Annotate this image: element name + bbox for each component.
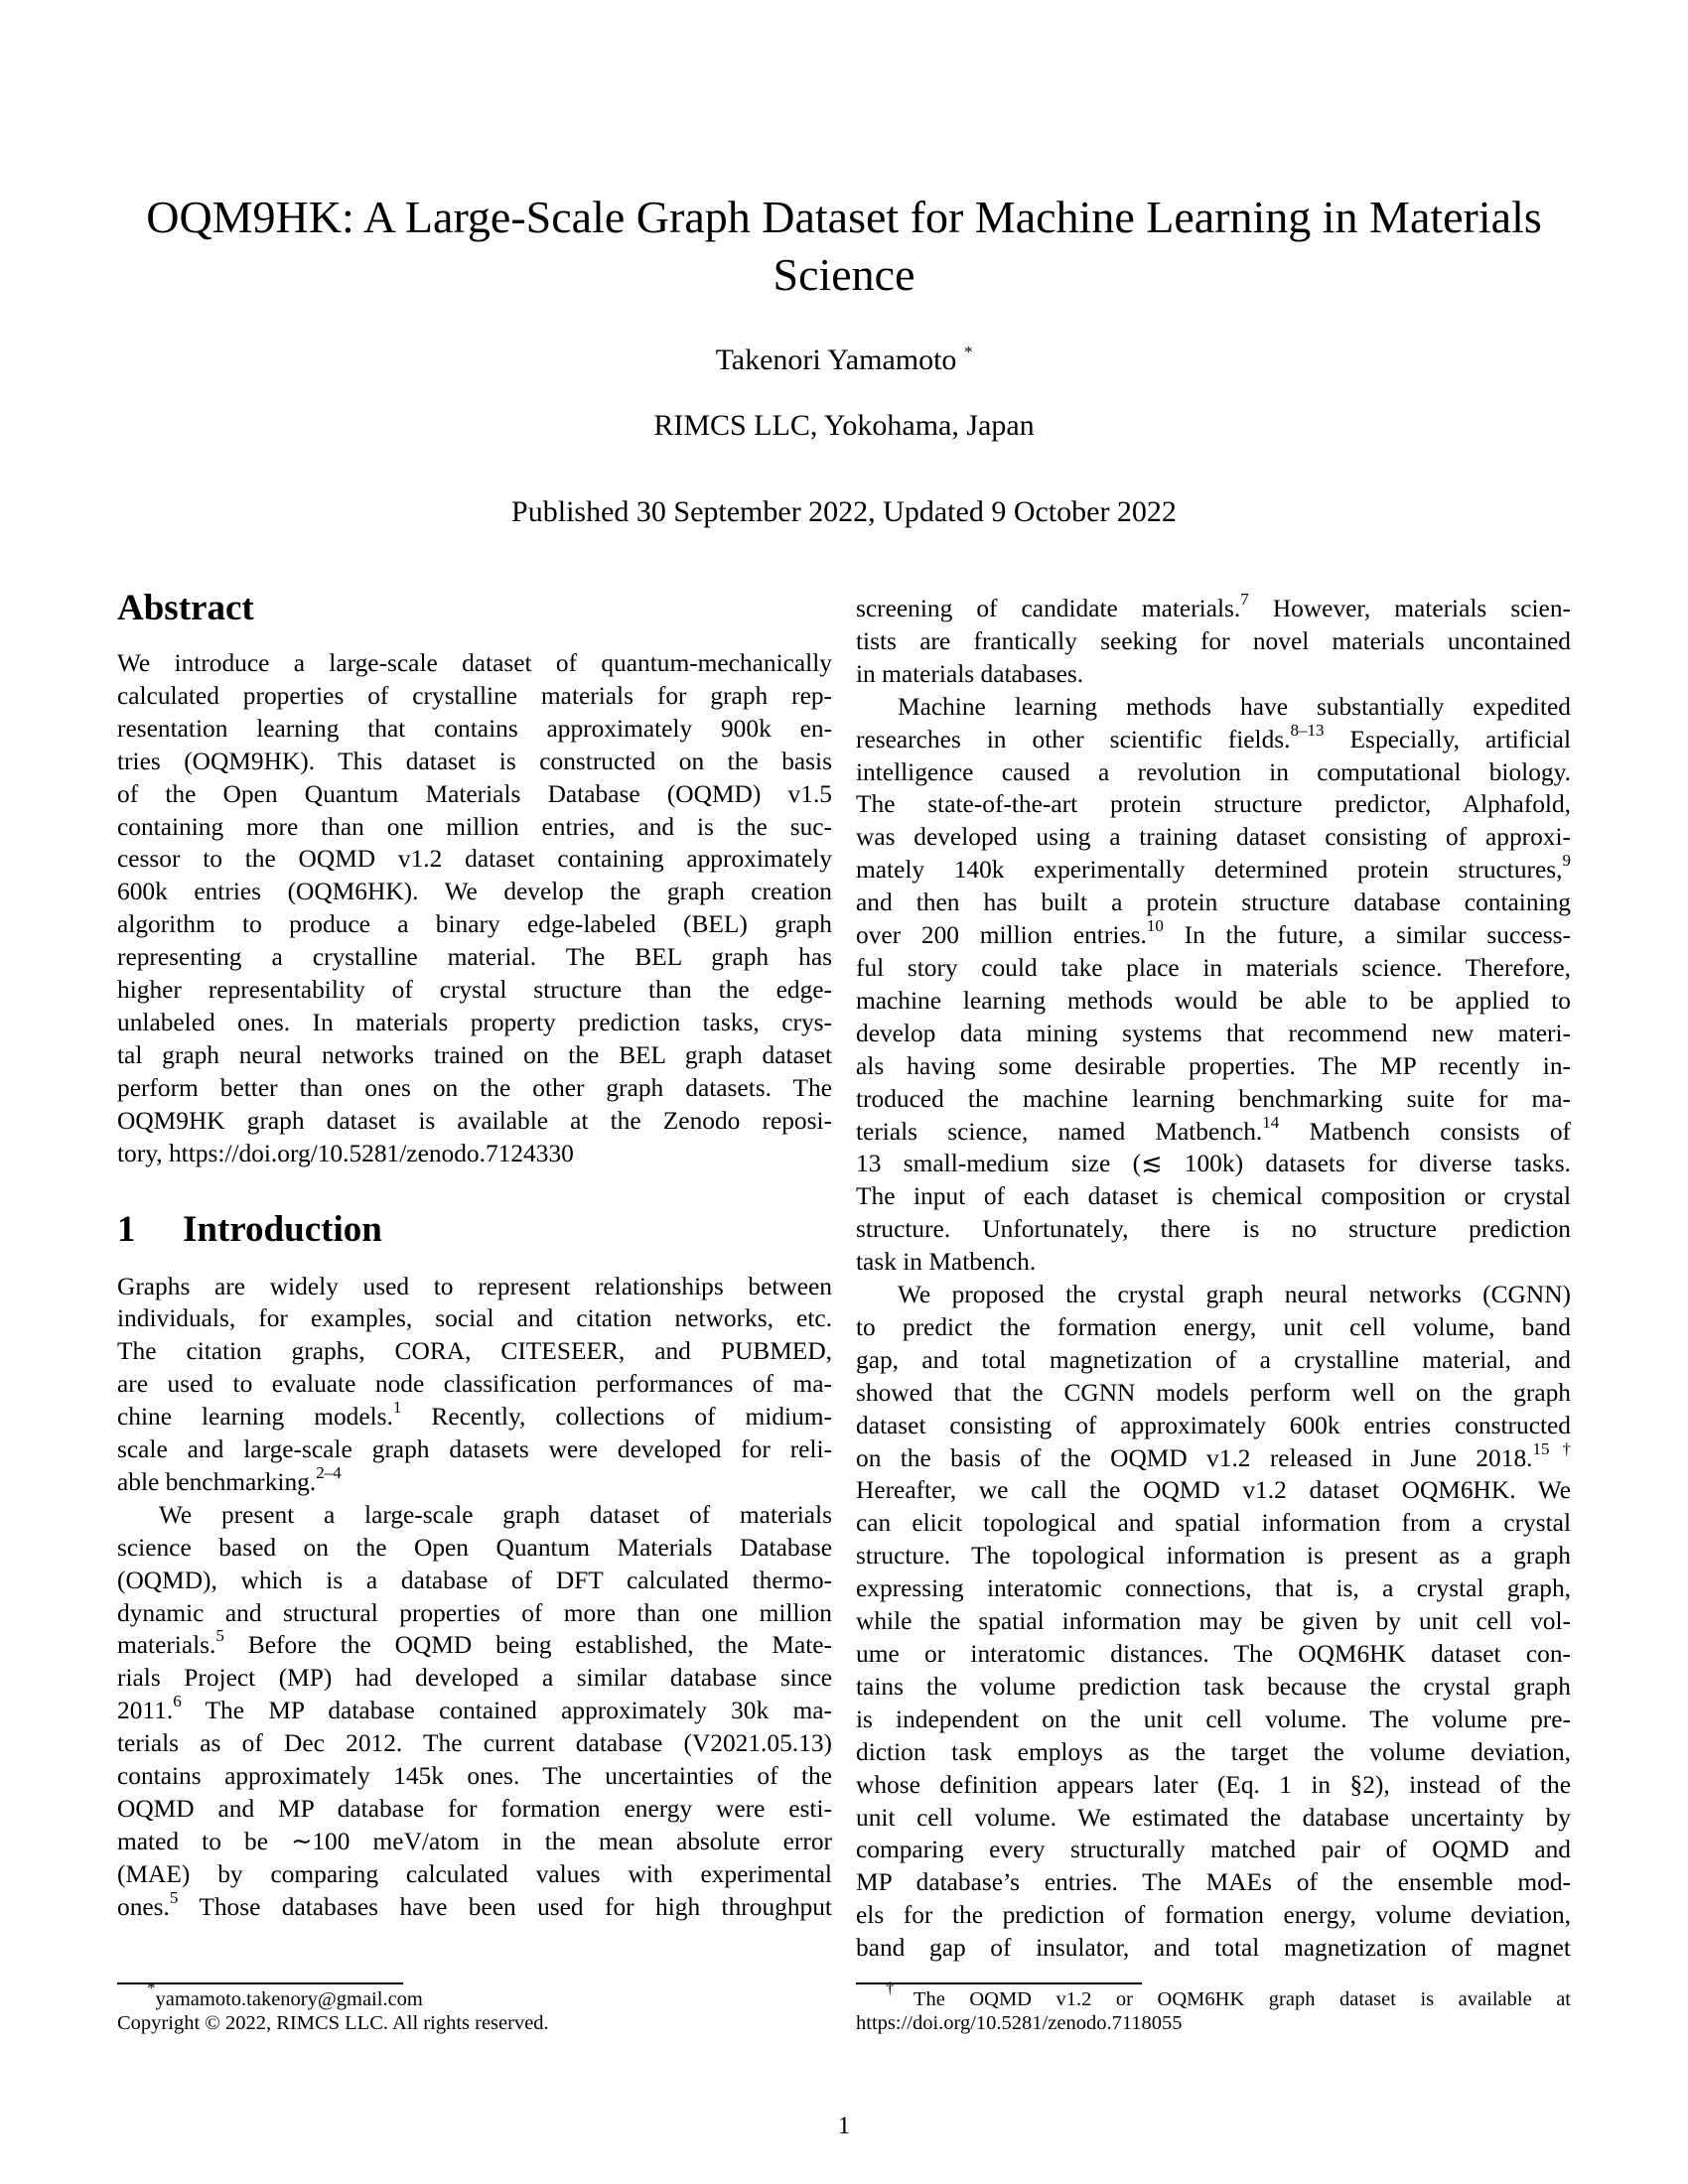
text-line: task in Matbench. — [856, 1248, 1037, 1277]
citation-superscript[interactable]: 5 — [215, 1626, 224, 1646]
text-line: machine learning methods would be able to be applied to — [856, 986, 1571, 1015]
text-line: terials science, named Matbench.$^{14}$ Matbench consists of — [856, 1112, 1571, 1146]
abstract-line: tory, https://doi.org/10.5281/zenodo.7124330 — [117, 1139, 574, 1167]
title-line-1: OQM9HK: A Large-Scale Graph Dataset for Machine Learning in Materials — [146, 192, 1542, 242]
citation-superscript[interactable]: 7 — [1240, 590, 1249, 609]
text-line: terials as of Dec 2012. The current database (V2021.05.13) — [117, 1729, 832, 1758]
text-line: The citation graphs, CORA, CITESEER, and PUBMED, — [117, 1337, 832, 1366]
text-line: able benchmarking.$^{2-4}$ — [117, 1462, 342, 1496]
text-line: whose definition appears later (Eq. 1 in §2), instead of the — [856, 1770, 1571, 1799]
text-line: tists are frantically seeking for novel materials uncontained — [856, 626, 1571, 655]
abstract-line: higher representability of crystal structure than the edge- — [117, 976, 832, 1005]
text-line: individuals, for examples, social and citation networks, etc. — [117, 1304, 832, 1333]
footnote-left — [117, 1979, 832, 2035]
text-line: Graphs are widely used to represent relationships between — [117, 1272, 832, 1300]
text-line: 13 small-medium size (≲ 100k) datasets for diverse tasks. — [856, 1150, 1571, 1178]
citation-superscript[interactable]: 10 — [1146, 916, 1164, 936]
right-column — [856, 590, 1572, 1965]
text-line: troduced the machine learning benchmarking suite for ma- — [856, 1084, 1571, 1113]
citation-superscript[interactable]: 8–13 — [1290, 720, 1325, 740]
abstract-line: unlabeled ones. In materials property prediction tasks, crys- — [117, 1008, 832, 1036]
affiliation: RIMCS LLC, Yokohama, Japan — [653, 409, 1035, 442]
text-line: while the spatial information may be given by unit cell vol- — [856, 1607, 1571, 1636]
text-line: (MAE) by comparing calculated values with experimental — [117, 1859, 832, 1888]
text-line: The input of each dataset is chemical composition or crystal — [856, 1182, 1571, 1211]
abstract-body — [117, 647, 832, 1170]
abstract-line: calculated properties of crystalline materials for graph rep- — [117, 681, 832, 710]
introduction-left-text — [117, 1271, 832, 1924]
author-line — [0, 343, 1688, 377]
paragraph — [856, 590, 1571, 691]
oqm6hk-doi-link[interactable]: https://doi.org/10.5281/zenodo.7118055 — [856, 2012, 1183, 2034]
text-line: was developed using a training dataset consisting of approxi- — [856, 823, 1571, 852]
title-line-2: Science — [773, 249, 915, 300]
text-line: The state-of-the-art protein structure predictor, Alphafold, — [856, 790, 1571, 819]
author-footnote-mark: * — [963, 342, 973, 361]
publication-dates: Published 30 September 2022, Updated 9 October 2022 — [511, 495, 1177, 528]
paragraph — [856, 1279, 1571, 1965]
text-line: diction task employs as the target the volume deviation, — [856, 1737, 1571, 1766]
text-line: 2011.$^6$ The MP database contained approximately 30k ma- — [117, 1692, 832, 1725]
text-line: gap, and total magnetization of a crystalline material, and — [856, 1345, 1571, 1374]
citation-superscript[interactable]: 6 — [173, 1692, 182, 1711]
abstract-heading: Abstract — [117, 588, 254, 628]
abstract-line: tries (OQM9HK). This dataset is constructed on the basis — [117, 747, 832, 775]
abstract-line: cessor to the OQMD v1.2 dataset containing approximately — [117, 845, 832, 874]
text-line: and then has built a protein structure database containing — [856, 888, 1571, 917]
abstract-line: resentation learning that contains approximately 900k en- — [117, 714, 832, 743]
footnote-dagger-text: †The OQMD v1.2 or OQM6HK graph dataset is available at — [886, 1979, 1572, 2010]
text-line: unit cell volume. We estimated the database uncertainty by — [856, 1803, 1571, 1832]
text-line: in materials databases. — [856, 659, 1084, 688]
paragraph — [117, 1271, 832, 1499]
text-line: ones.$^5$ Those databases have been used for high throughput — [117, 1887, 832, 1921]
abstract-line: 600k entries (OQM6HK). We develop the graph creation — [117, 878, 832, 906]
text-line: tains the volume prediction task because the crystal graph — [856, 1672, 1571, 1701]
text-line: chine learning models.$^1$ Recently, collections of midium- — [117, 1398, 833, 1432]
text-line: materials.$^5$ Before the OQMD being established, the Mate- — [117, 1626, 832, 1660]
text-line: on the basis of the OQMD v1.2 released in June 2018.$^{15\dagger}$ — [856, 1438, 1571, 1472]
text-line: dynamic and structural properties of more than one million — [117, 1598, 832, 1627]
text-line: dataset consisting of approximately 600k entries constructed — [856, 1411, 1571, 1439]
author-email-link[interactable]: yamamoto.takenory@gmail.com — [155, 1988, 423, 2010]
text-line: science based on the Open Quantum Materials Database — [117, 1533, 832, 1562]
citation-superscript[interactable]: 2–4 — [316, 1462, 342, 1482]
section-number: 1 — [117, 1208, 136, 1250]
page-number: 1 — [837, 2113, 851, 2139]
text-line: can elicit topological and spatial information from a crystal — [856, 1509, 1571, 1538]
copyright-notice: Copyright © 2022, RIMCS LLC. All rights reserved. — [117, 2012, 549, 2034]
section-title: Introduction — [183, 1208, 382, 1250]
text-line: screening of candidate materials.$^7$ However, materials scien- — [856, 590, 1571, 622]
footnote-right — [856, 1979, 1572, 2035]
text-line: mated to be ∼100 meV/atom in the mean absolute error — [117, 1827, 832, 1855]
abstract-line: OQM9HK graph dataset is available at the Zenodo reposi- — [117, 1106, 832, 1135]
text-line: contains approximately 145k ones. The uncertainties of the — [117, 1762, 832, 1791]
abstract-line: We introduce a large-scale dataset of quantum-mechanically — [117, 649, 832, 677]
abstract-line: of the Open Quantum Materials Database (OQMD) v1.5 — [117, 779, 832, 808]
citation-superscript[interactable]: 15† — [1532, 1438, 1571, 1458]
text-line: expressing interatomic connections, that is, a crystal graph, — [856, 1574, 1571, 1603]
text-line: OQMD and MP database for formation energy were esti- — [117, 1795, 832, 1823]
text-line: els for the prediction of formation energy, volume deviation, — [856, 1901, 1571, 1930]
text-line: als having some desirable properties. The MP recently in- — [856, 1051, 1571, 1080]
text-line: mately 140k experimentally determined protein structures,$^9$ — [856, 851, 1571, 885]
text-line: over 200 million entries.$^{10}$ In the future, a similar success- — [856, 916, 1571, 950]
text-line: ful story could take place in materials science. Therefore, — [856, 953, 1571, 982]
text-line: comparing every structurally matched pair of OQMD and — [856, 1836, 1571, 1864]
text-line: We proposed the crystal graph neural networks (CGNN) — [898, 1281, 1571, 1309]
text-line: Machine learning methods have substantially expedited — [898, 692, 1571, 721]
text-line: develop data mining systems that recommend new materi- — [856, 1019, 1571, 1047]
footnote-rule-left — [117, 1982, 403, 1984]
abstract-line: containing more than one million entries, and is the suc- — [117, 812, 832, 841]
abstract-line: algorithm to produce a binary edge-labeled (BEL) graph — [117, 910, 832, 939]
text-line: scale and large-scale graph datasets were developed for reli- — [117, 1435, 832, 1464]
text-line: We present a large-scale graph dataset of materials — [159, 1500, 832, 1529]
text-line: intelligence caused a revolution in computational biology. — [856, 757, 1571, 786]
text-line: to predict the formation energy, unit cell volume, band — [856, 1312, 1571, 1341]
text-line: (OQMD), which is a database of DFT calculated thermo- — [117, 1566, 832, 1594]
text-line: band gap of insulator, and total magnetization of magnet — [856, 1934, 1571, 1963]
text-line: are used to evaluate node classification performances of ma- — [117, 1370, 832, 1399]
abstract-line: representing a crystalline material. The BEL graph has — [117, 943, 832, 972]
paragraph — [856, 691, 1571, 1279]
text-line: is independent on the unit cell volume. The volume pre- — [856, 1705, 1571, 1733]
text-line: showed that the CGNN models perform well on the graph — [856, 1378, 1571, 1407]
left-column — [117, 587, 832, 1924]
text-line: Hereafter, we call the OQMD v1.2 dataset OQM6HK. We — [856, 1476, 1571, 1505]
citation-superscript[interactable]: 1 — [392, 1398, 402, 1418]
citation-superscript[interactable]: 14 — [1262, 1112, 1280, 1132]
section-heading-introduction — [117, 1208, 832, 1252]
abstract-line: perform better than ones on the other graph datasets. The — [117, 1073, 832, 1102]
text-line: structure. The topological information is present as a graph — [856, 1542, 1571, 1570]
text-line: researches in other scientific fields.$^{8-13}$ Especially, artificial — [856, 720, 1572, 753]
footnote-email: *yamamoto.takenory@gmail.com — [147, 1979, 423, 2010]
text-line: ume or interatomic distances. The OQM6HK dataset con- — [856, 1640, 1571, 1668]
text-line: structure. Unfortunately, there is no structure prediction — [856, 1215, 1571, 1244]
citation-superscript[interactable]: 5 — [169, 1887, 179, 1907]
text-line: rials Project (MP) had developed a similar database since — [117, 1664, 832, 1693]
paper-title — [0, 189, 1688, 304]
paragraph — [117, 1499, 832, 1924]
text-line: MP database’s entries. The MAEs of the ensemble mod- — [856, 1868, 1571, 1897]
citation-superscript[interactable]: 9 — [1562, 851, 1571, 871]
author-name: Takenori Yamamoto — [715, 343, 957, 376]
abstract-line: tal graph neural networks trained on the BEL graph dataset — [117, 1040, 832, 1069]
